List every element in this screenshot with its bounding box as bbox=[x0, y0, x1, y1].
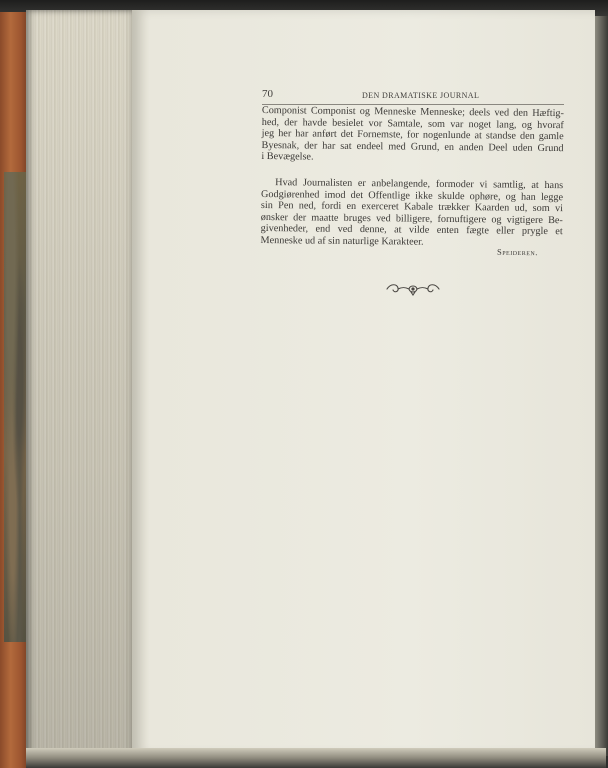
running-head: DEN DRAMATISKE JOURNAL bbox=[362, 91, 480, 100]
fleuron-ornament-icon bbox=[385, 281, 441, 297]
text-line: hed, der havde besielet vor Samtale, som var noget lang, og hvoraf bbox=[261, 116, 564, 131]
marbled-endpaper bbox=[4, 172, 26, 642]
text-line: sin Pen ned, fordi en exerceret Kabale trækker Kaarden ud, som vi bbox=[260, 200, 563, 215]
text-line: Menneske ud af sin naturlige Karakteer. bbox=[260, 234, 424, 248]
fleuron-svg bbox=[385, 281, 441, 297]
page-right-edge bbox=[595, 16, 608, 756]
page-bottom-edge bbox=[26, 748, 606, 768]
page-number: 70 bbox=[262, 88, 273, 100]
signature-text: Speideren. bbox=[496, 246, 538, 258]
text-line: i Bevægelse. bbox=[261, 151, 314, 163]
page-header bbox=[262, 88, 562, 102]
page-edges-stack bbox=[26, 10, 138, 760]
text-line: Componist Componist og Menneske Menneske; deels ved den Hæftig- bbox=[261, 105, 564, 120]
text-line: givenheder, end ved denne, at vilde enten fægte eller prygle et bbox=[260, 223, 563, 238]
body-text bbox=[260, 105, 564, 264]
text-line: jeg her har anført det Fornemste, for nogenlunde at standse den gamle bbox=[261, 128, 564, 143]
signature bbox=[497, 247, 538, 257]
text-line: Byesnak, der har sat endeel med Grund, en anden Deel uden Grund bbox=[261, 139, 564, 154]
paragraph-1 bbox=[261, 105, 564, 166]
paragraph-2 bbox=[261, 177, 564, 250]
text-line: Godgiørenhed imod det Offentlige ikke skulde ophøre, og han legge bbox=[261, 188, 564, 203]
text-line: Hvad Journalisten er anbelangende, formoder vi samtlig, at hans bbox=[275, 177, 564, 192]
text-line: ønsker der maatte bruges ved billigere, fornuftigere og vigtigere Be- bbox=[260, 211, 563, 226]
